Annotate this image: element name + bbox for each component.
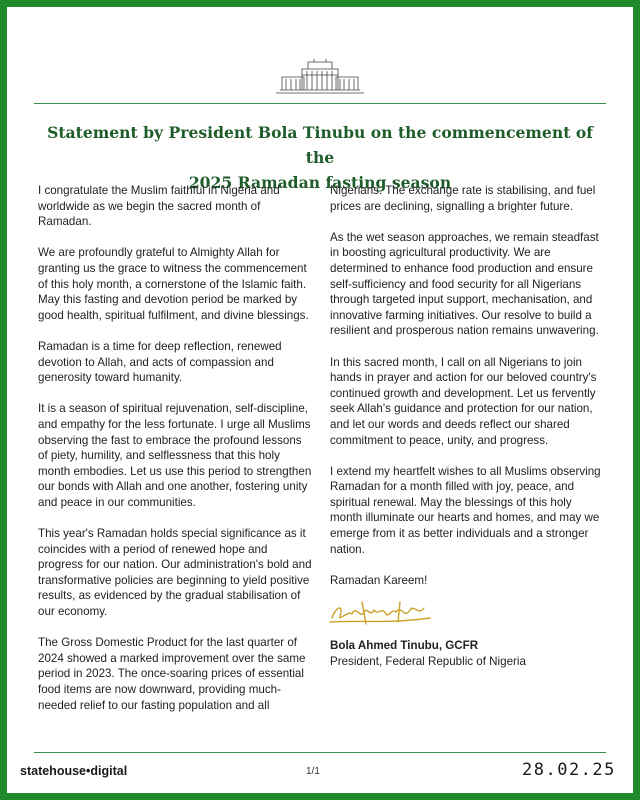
paragraph: In this sacred month, I call on all Nigerians to join hands in prayer and action for our beloved country's continued growth and development. Let us fervently seek Allah's guidance and protection for our nation, and let our words and deeds reflect our shared commitment to peace, unity, and progress. — [330, 355, 597, 447]
paragraph: I extend my heartfelt wishes to all Muslims observing Ramadan for a month filled with joy, peace, and spiritual renewal. May the blessings of this holy month illuminate our hearts and homes, and may we emerge from it as better individuals and a stronger nation. — [330, 464, 601, 556]
statement-date: 28.02.25 — [522, 760, 616, 780]
paragraph: It is a season of spiritual rejuvenation, self-discipline, and empathy for the less fortunate. I urge all Muslims observing the fast to embrace the profound lessons of piety, humility, and selflessness that this holy month embodies. Let us use this period to strengthen our bonds with Allah and one another, fostering unity and peace in our communities. — [38, 402, 312, 509]
left-column — [38, 183, 314, 729]
paragraph: Nigerians. The exchange rate is stabilising, and fuel prices are declining, signalling a brighter future. — [330, 184, 596, 213]
handwritten-signature-icon — [326, 596, 438, 630]
page-number: 1/1 — [306, 766, 320, 777]
paragraph: I congratulate the Muslim faithful in Nigeria and worldwide as we begin the sacred month of Ramadan. — [38, 184, 280, 229]
signer-title: President, Federal Republic of Nigeria — [330, 654, 526, 668]
right-column — [330, 183, 606, 669]
paragraph: This year's Ramadan holds special significance as it coincides with a period of renewed hope and progress for our nation. Our administration's bold and transformative policies are beginning to yield positive results, as evidenced by the gradual stabilisation of our economy. — [38, 527, 312, 619]
paragraph: Ramadan is a time for deep reflection, renewed devotion to Allah, and acts of compassion and generosity toward humanity. — [38, 339, 282, 385]
header-divider — [34, 103, 606, 104]
title-line-1: Statement by President Bola Tinubu on the commencement of the — [47, 123, 593, 167]
signer-name: Bola Ahmed Tinubu, GCFR — [330, 639, 479, 653]
paragraph: As the wet season approaches, we remain steadfast in boosting agricultural productivity. We are determined to enhance food production and ensure self-sufficiency and food security for all Nigerians through targeted input support, mechanisation, and innovative farming initiatives. Our resolve to build a resilient and prosperous nation remains unwavering. — [330, 230, 599, 338]
title-line-2: 2025 Ramadan fasting season — [188, 173, 452, 192]
paragraph: The Gross Domestic Product for the last quarter of 2024 showed a marked improvement over the same period in 2023. The once-soaring prices of essential food items are now downward, providing much-needed relief to our fasting population and all — [38, 636, 306, 712]
statehouse-building-icon — [274, 57, 366, 97]
paragraph: We are profoundly grateful to Almighty Allah for granting us the grace to witness the commencement of this holy month, a cornerstone of the Islamic faith. May this fasting and devotion period be marked by good health, spiritual fulfilment, and divine blessings. — [38, 246, 309, 322]
footer-divider — [34, 752, 606, 753]
footer-brand: statehouse•digital — [20, 764, 128, 778]
closing-greeting: Ramadan Kareem! — [330, 573, 428, 587]
